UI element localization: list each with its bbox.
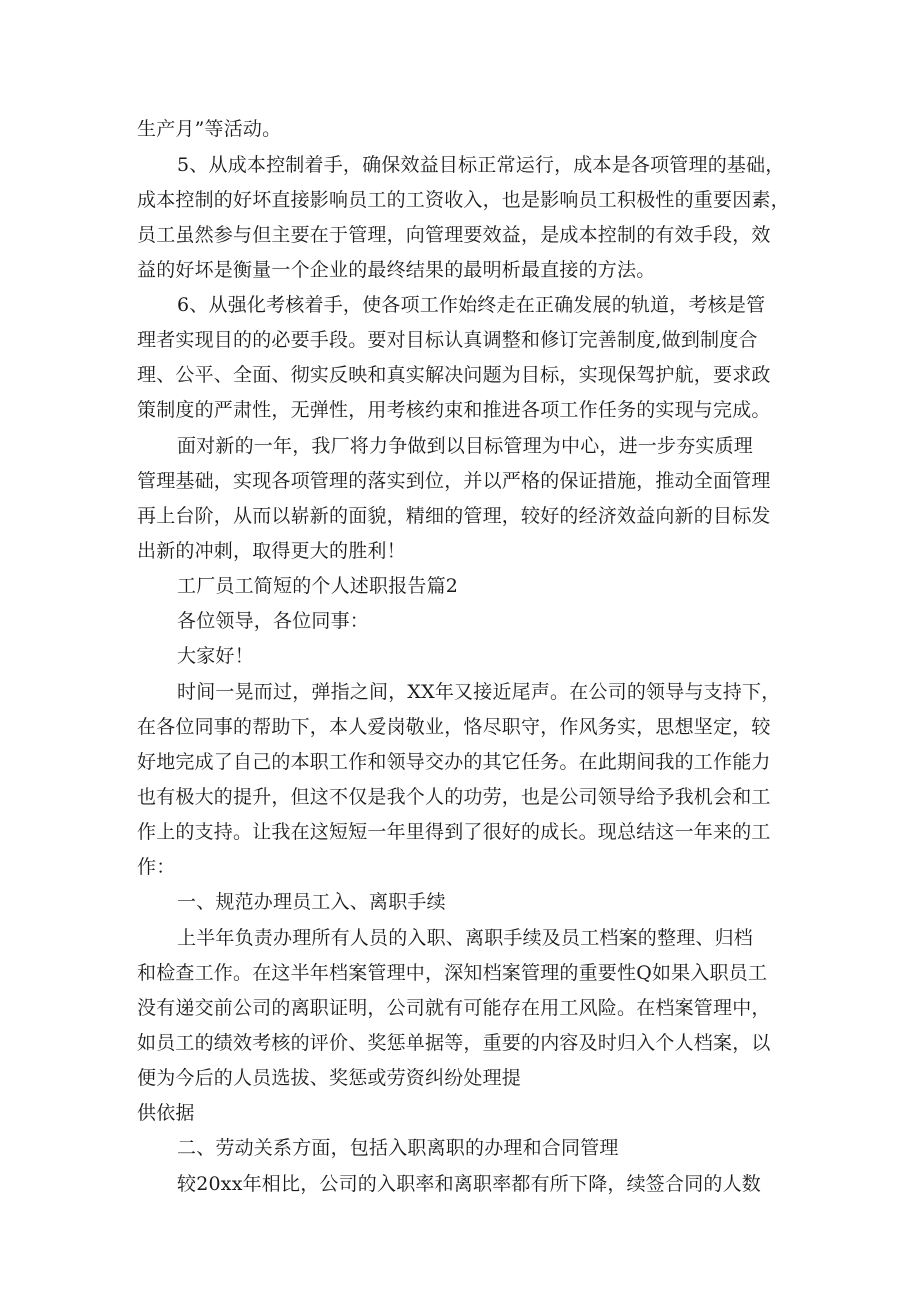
- paragraph-line: 管理基础，实现各项管理的落实到位，并以严格的保证措施，推动全面管理: [137, 470, 771, 492]
- paragraph-line: 策制度的严肃性，无弹性，用考核约束和推进各项工作任务的实现与完成。: [137, 399, 771, 421]
- section-heading: 二、劳动关系方面，包括入职离职的办理和合同管理: [177, 1137, 619, 1159]
- paragraph-line: 作上的支持。让我在这短短一年里得到了很好的成长。现总结这一年来的工: [137, 821, 771, 843]
- paragraph-line: 面对新的一年，我厂将力争做到以目标管理为中心，进一步夯实质理: [177, 435, 754, 457]
- section-heading: 一、规范办理员工入、离职手续: [177, 891, 446, 913]
- paragraph-line: 5、从成本控制着手，确保效益目标正常运行，成本是各项管理的基础，: [177, 154, 785, 176]
- paragraph-line: 没有递交前公司的离职证明，公司就有可能存在用工风险。在档案管理中，: [137, 997, 771, 1019]
- paragraph-line: 出新的冲刺，取得更大的胜利！: [137, 540, 406, 562]
- paragraph-line: 较20xx年相比，公司的入职率和离职率都有所下降，续签合同的人数: [177, 1173, 762, 1195]
- paragraph-line: 好地完成了自己的本职工作和领导交办的其它任务。在此期间我的工作能力: [137, 751, 771, 773]
- paragraph-line: 理、公平、全面、彻实反映和真实解决问题为目标，实现保驾护航，要求政: [137, 364, 771, 386]
- paragraph-line: 便为今后的人员选拔、奖惩或劳资纠纷处理提: [137, 1067, 522, 1089]
- greeting: 大家好！: [177, 645, 254, 667]
- paragraph-line: 理者实现目的的必要手段。要对目标认真调整和修订完善制度,做到制度合: [137, 329, 758, 351]
- paragraph-line: 时间一晃而过，弹指之间，XX年又接近尾声。在公司的领导与支持下，: [177, 681, 781, 703]
- salutation: 各位领导，各位同事：: [177, 610, 370, 632]
- paragraph-line: 益的好坏是衡量一个企业的最终结果的最明析最直接的方法。: [137, 259, 656, 281]
- paragraph-line: 6、从强化考核着手，使各项工作始终走在正确发展的轨道，考核是管: [177, 294, 766, 316]
- paragraph-line: 在各位同事的帮助下，本人爱岗敬业，恪尽职守，作风务实，思想坚定，较: [137, 716, 771, 738]
- paragraph-line: 上半年负责办理所有人员的入职、离职手续及员工档案的整理、归档: [177, 927, 754, 949]
- paragraph-line: 作：: [137, 856, 176, 878]
- section-title: 工厂员工简短的个人述职报告篇2: [177, 575, 459, 597]
- paragraph-line: 供依据: [137, 1102, 195, 1124]
- paragraph-line: 和检查工作。在这半年档案管理中，深知档案管理的重要性Q如果入职员工: [137, 962, 768, 984]
- paragraph-line: 成本控制的好坏直接影响员工的工资收入，也是影响员工积极性的重要因素，: [137, 189, 790, 211]
- paragraph-line: 如员工的绩效考核的评价、奖惩单据等，重要的内容及时归入个人档案，以: [137, 1032, 771, 1054]
- paragraph-line: 也有极大的提升，但这不仅是我个人的功劳，也是公司领导给予我机会和工: [137, 786, 771, 808]
- paragraph-line: 再上台阶，从而以崭新的面貌，精细的管理，较好的经济效益向新的目标发: [137, 505, 771, 527]
- paragraph-line: 员工虽然参与但主要在于管理，向管理要效益，是成本控制的有效手段，效: [137, 224, 771, 246]
- paragraph-line: 生产月”等活动。: [137, 118, 282, 140]
